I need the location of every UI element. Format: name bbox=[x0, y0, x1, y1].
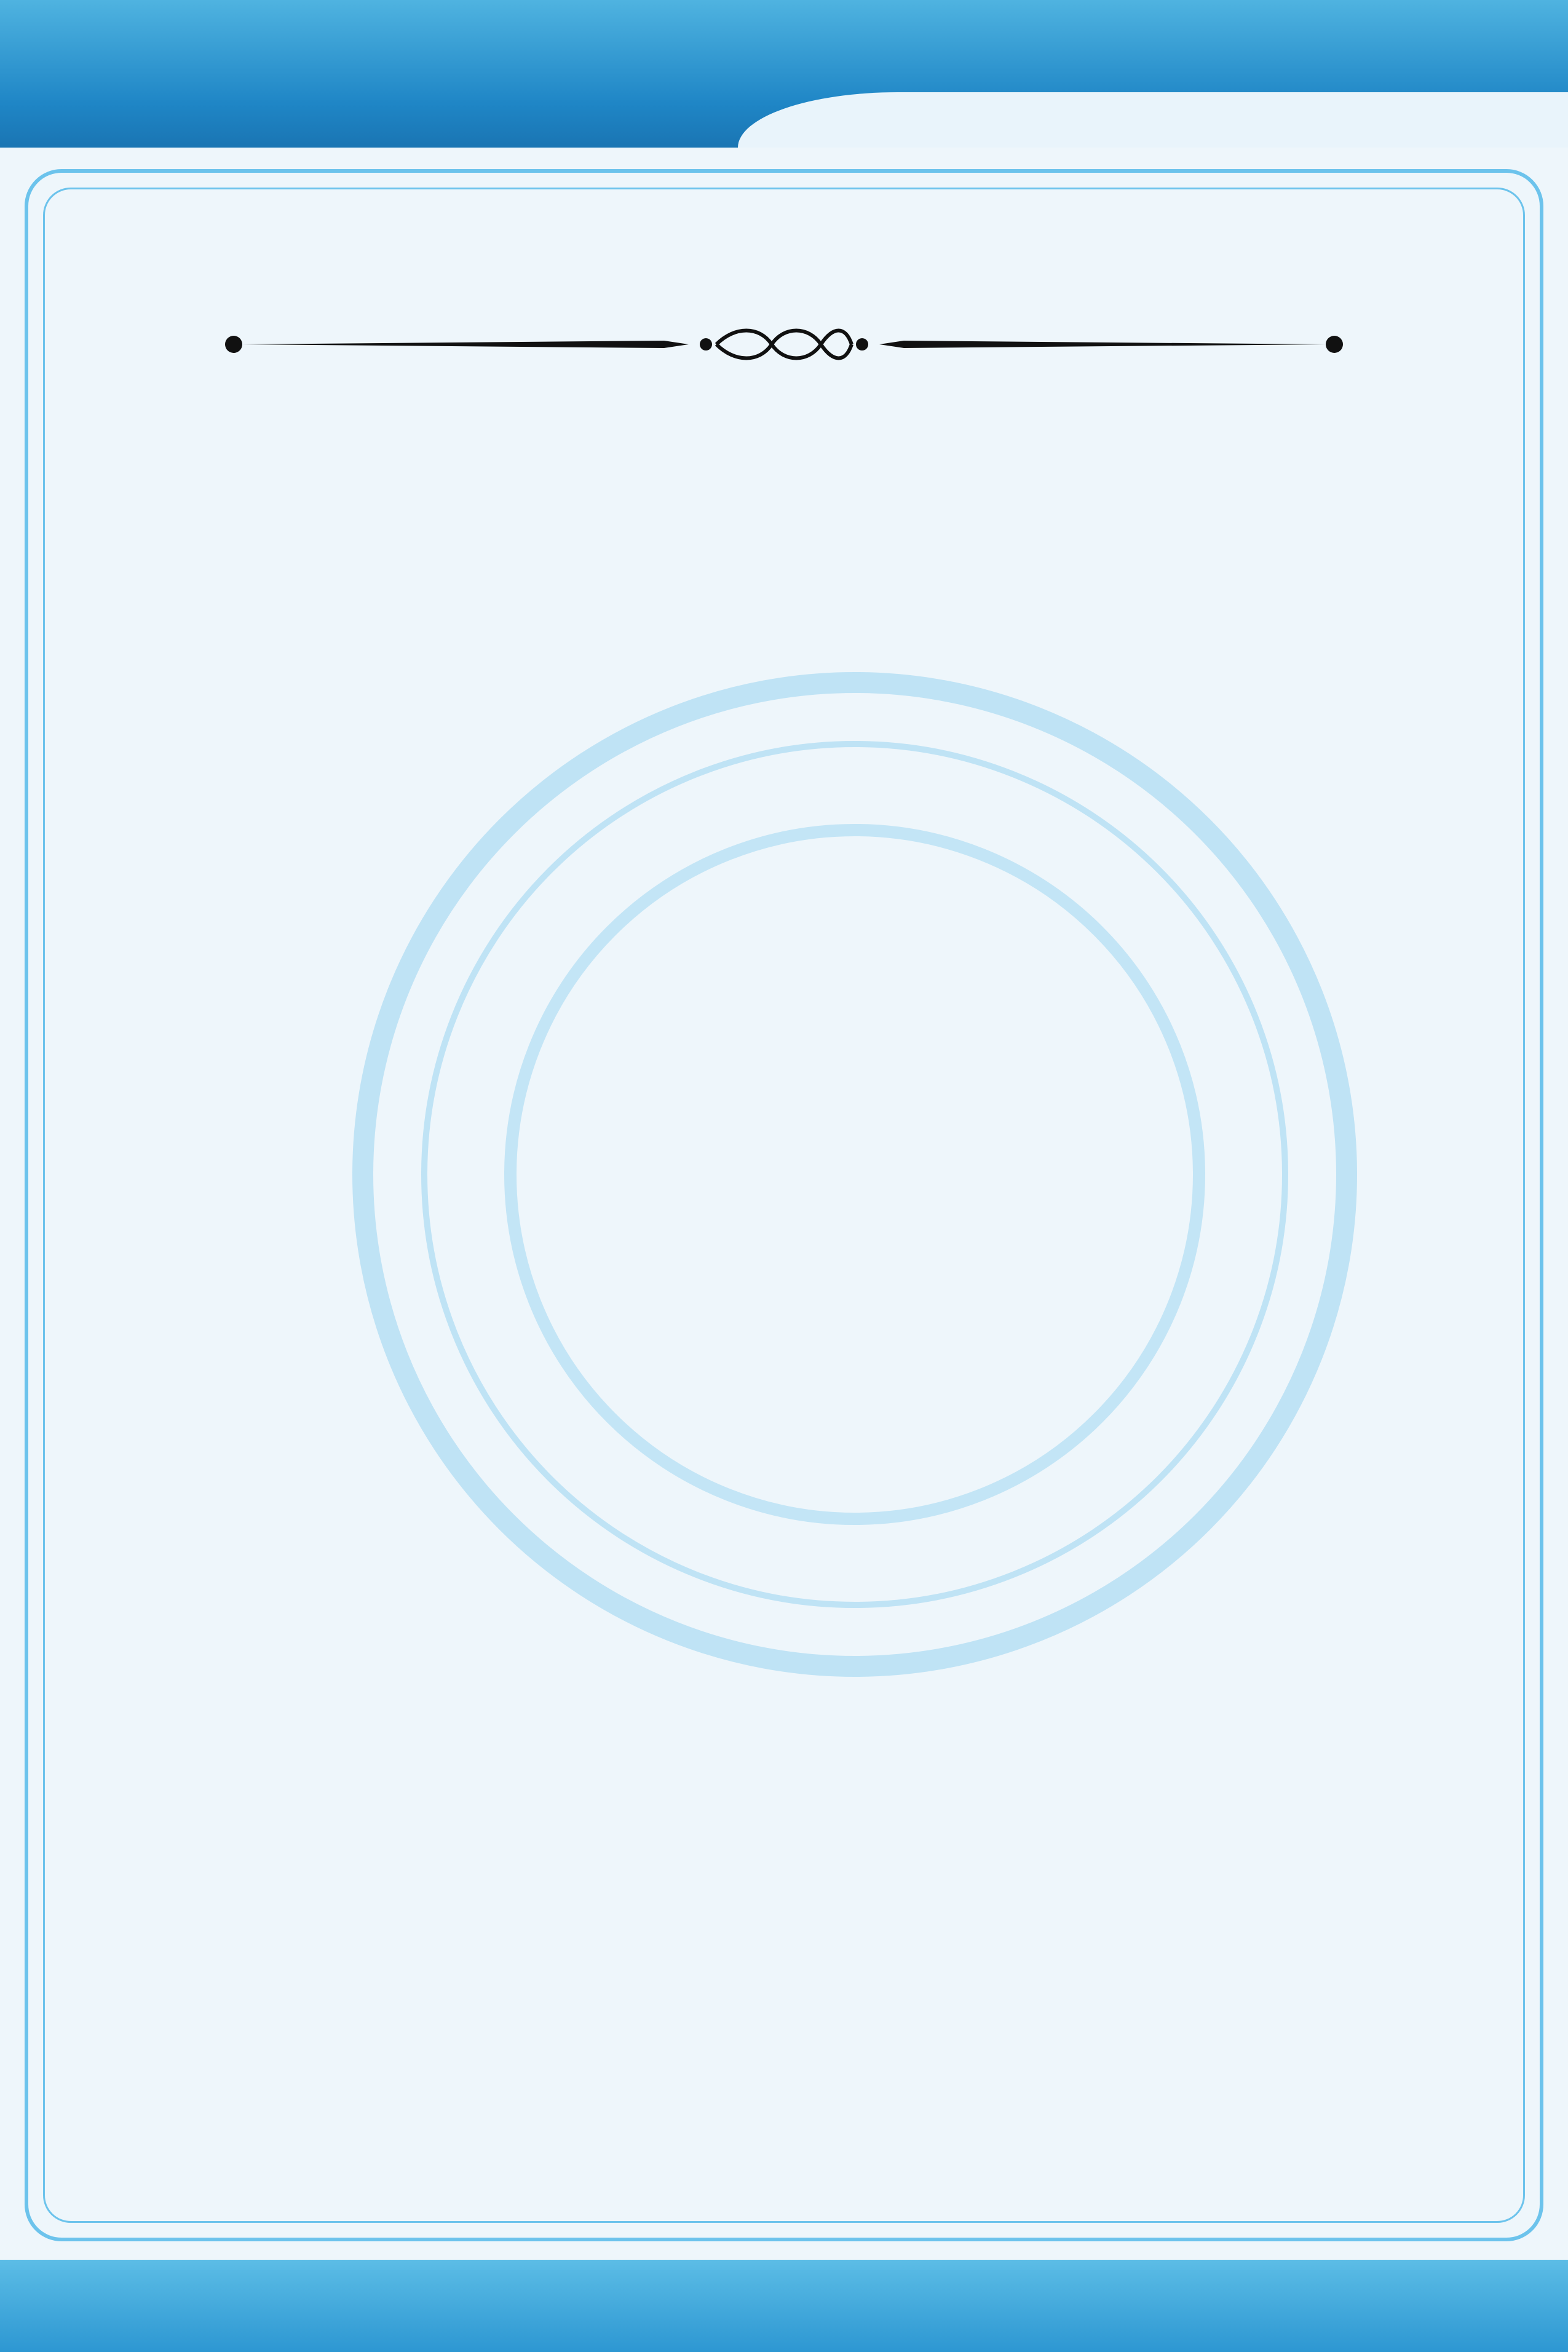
verse-line bbox=[818, 1365, 1408, 1422]
verse-line bbox=[184, 1430, 806, 1486]
verse-line bbox=[369, 821, 1187, 877]
verse-line bbox=[787, 547, 1291, 604]
top-couplet-right bbox=[744, 255, 1384, 312]
verse-line bbox=[369, 1565, 1187, 1621]
volume-number bbox=[418, 467, 553, 524]
verse-line bbox=[787, 618, 1291, 675]
verse-line bbox=[787, 2103, 1390, 2160]
verse-line bbox=[184, 1365, 806, 1422]
verse-line bbox=[818, 1430, 1408, 1486]
footer-phone bbox=[553, 2278, 1015, 2334]
verse-line bbox=[369, 753, 1187, 810]
verse-line bbox=[258, 547, 775, 604]
verse-line bbox=[430, 1159, 1131, 1216]
verse-line bbox=[369, 1633, 1187, 1689]
verse-line bbox=[787, 1897, 1291, 1954]
verse-line bbox=[369, 1768, 1187, 1824]
verse-line bbox=[369, 1700, 1187, 1757]
verse-line bbox=[430, 1095, 1131, 1151]
verse-line bbox=[258, 1897, 775, 1954]
verse-line bbox=[430, 1224, 1131, 1280]
verse-line bbox=[369, 889, 1187, 945]
verse-line bbox=[203, 2035, 756, 2092]
top-couplet-left bbox=[184, 255, 726, 312]
poet-name bbox=[996, 467, 1162, 524]
verse-line bbox=[430, 1288, 1131, 1345]
verse-line bbox=[258, 618, 775, 675]
verse-line bbox=[369, 956, 1187, 1013]
ornamental-divider bbox=[221, 320, 1347, 369]
song-number bbox=[892, 394, 1156, 450]
company-name bbox=[572, 467, 916, 524]
verse-line bbox=[787, 2035, 1390, 2092]
song-title bbox=[430, 394, 873, 450]
page-title bbox=[615, 43, 984, 111]
verse-line bbox=[203, 2103, 756, 2160]
